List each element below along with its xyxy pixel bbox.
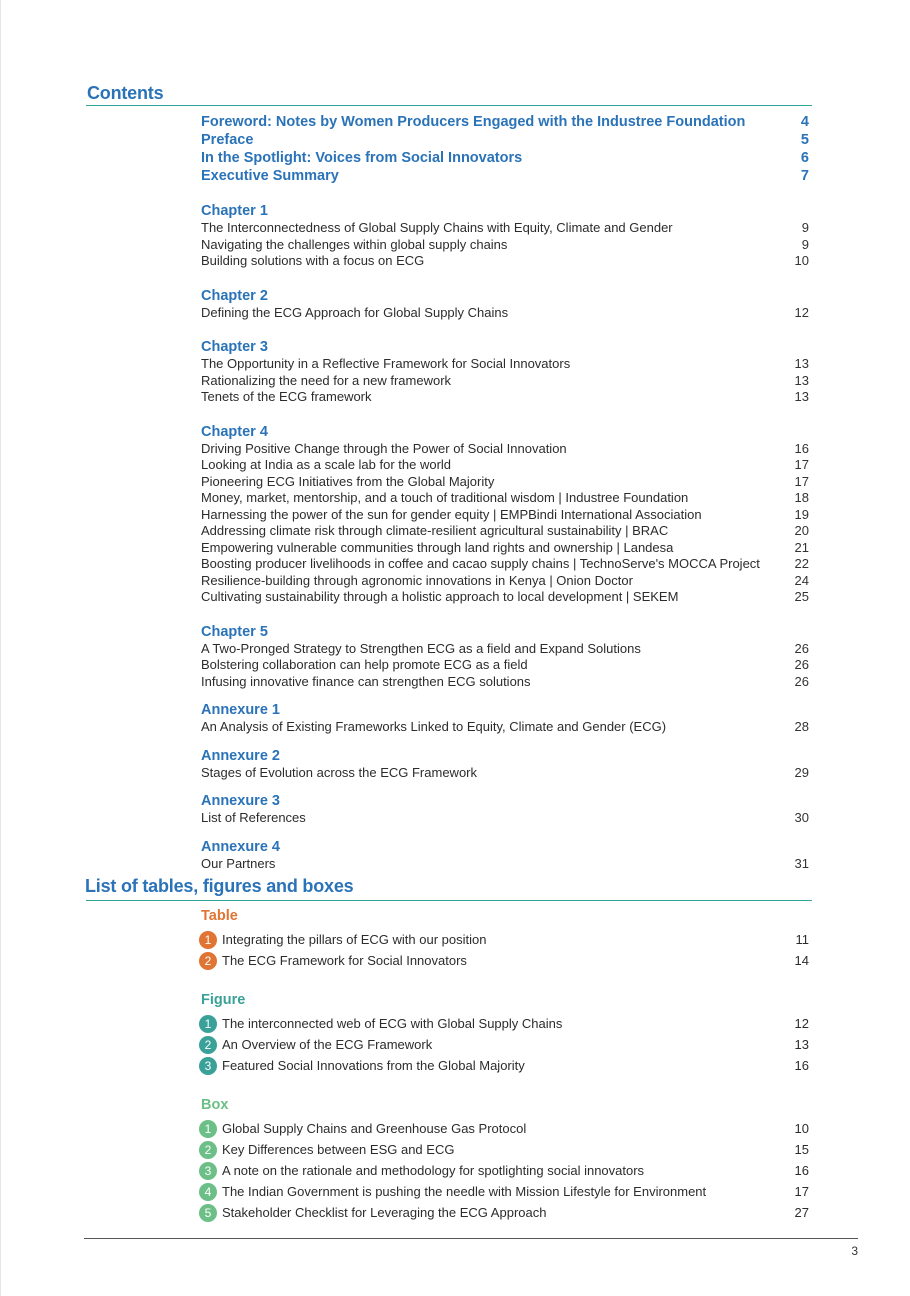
contents-title: Contents <box>87 83 164 103</box>
number-badge: 2 <box>199 1036 217 1054</box>
toc-entry-title: The Interconnectedness of Global Supply Chains with Equity, Climate and Gender <box>201 220 673 235</box>
toc-entry-page: 18 <box>794 490 809 505</box>
toc-entry[interactable] <box>201 490 809 507</box>
toc-entry[interactable] <box>201 131 809 149</box>
list-item-page: 27 <box>794 1205 809 1220</box>
toc-entry[interactable] <box>201 149 809 167</box>
toc-entry-page: 13 <box>794 356 809 371</box>
toc-entry-page: 26 <box>794 640 809 656</box>
chapter-heading[interactable]: Chapter 5 <box>201 623 268 640</box>
chapter-heading[interactable]: Chapter 4 <box>201 423 268 440</box>
toc-entry[interactable] <box>201 719 809 736</box>
list-item-title: Global Supply Chains and Greenhouse Gas Protocol <box>222 1121 527 1136</box>
list-category-heading: Box <box>201 1097 229 1113</box>
annexure-group <box>201 701 809 736</box>
list-item-page: 12 <box>794 1016 809 1031</box>
list-item[interactable] <box>199 1118 809 1139</box>
toc-entry-page: 19 <box>794 506 809 522</box>
list-item-title: Integrating the pillars of ECG with our position <box>222 932 487 947</box>
toc-entry-page: 16 <box>794 440 809 456</box>
list-item-title: A note on the rationale and methodology for spotlighting social innovators <box>222 1163 645 1178</box>
tables-figures-boxes-list <box>199 907 809 1223</box>
list-item[interactable] <box>199 929 809 950</box>
toc-entry-title: Addressing climate risk through climate-resilient agricultural sustainability | BRAC <box>201 523 669 538</box>
annexure-heading[interactable]: Annexure 1 <box>201 702 280 718</box>
page-number: 3 <box>851 1244 858 1258</box>
list-item-title: An Overview of the ECG Framework <box>222 1037 433 1052</box>
list-item-page: 14 <box>794 953 809 968</box>
toc-entry[interactable] <box>201 540 809 557</box>
list-title: List of tables, figures and boxes <box>85 876 354 896</box>
list-item[interactable] <box>199 1160 809 1181</box>
toc-entry-page: 26 <box>794 673 809 689</box>
toc-entry-page: 17 <box>794 473 809 489</box>
toc-entry-title: Resilience-building through agronomic innovations in Kenya | Onion Doctor <box>201 572 633 588</box>
contents-front-matter <box>201 113 809 185</box>
toc-entry-title: An Analysis of Existing Frameworks Linked to Equity, Climate and Gender (ECG) <box>201 719 667 734</box>
toc-entry-title: Tenets of the ECG framework <box>201 389 372 404</box>
toc-entry-page: 21 <box>794 539 809 555</box>
toc-entry-title: The Opportunity in a Reflective Framework for Social Innovators <box>201 356 571 371</box>
list-category <box>199 1096 809 1223</box>
toc-entry-page: 13 <box>794 389 809 404</box>
toc-entry-title: Bolstering collaboration can help promote ECG as a field <box>201 657 528 672</box>
chapter-group <box>201 338 809 406</box>
toc-entry[interactable] <box>201 389 809 406</box>
toc-entry[interactable] <box>201 674 809 691</box>
list-item-title: The Indian Government is pushing the needle with Mission Lifestyle for Environment <box>222 1184 707 1199</box>
number-badge: 3 <box>199 1162 217 1180</box>
toc-entry-page: 6 <box>800 150 809 166</box>
toc-entry-page: 31 <box>794 855 809 871</box>
toc-entry-page: 5 <box>800 132 809 148</box>
list-item-page: 11 <box>795 932 809 947</box>
toc-entry-title: Stages of Evolution across the ECG Framework <box>201 764 478 780</box>
annexure-group <box>201 792 809 827</box>
list-item[interactable] <box>199 1034 809 1055</box>
number-badge: 3 <box>199 1057 217 1075</box>
list-item-title: Stakeholder Checklist for Leveraging the ECG Approach <box>222 1205 547 1220</box>
toc-entry[interactable] <box>201 523 809 540</box>
toc-entry-title: Cultivating sustainability through a holistic approach to local development | SEKEM <box>201 589 679 604</box>
list-item-page: 15 <box>794 1142 809 1157</box>
toc-entry-page: 4 <box>800 114 809 130</box>
toc-entry[interactable] <box>201 856 809 873</box>
list-rule <box>86 900 812 901</box>
list-item[interactable] <box>199 950 809 971</box>
number-badge: 4 <box>199 1183 217 1201</box>
list-item-page: 17 <box>794 1184 809 1199</box>
toc-entry-page: 22 <box>794 556 809 571</box>
toc-entry-title: Boosting producer livelihoods in coffee and cacao supply chains | TechnoServe's MOCCA Project <box>201 556 760 571</box>
chapter-group <box>201 287 809 322</box>
toc-entry[interactable] <box>201 373 809 390</box>
toc-entry[interactable] <box>201 356 809 373</box>
toc-entry-page: 13 <box>794 372 809 388</box>
chapter-heading[interactable]: Chapter 1 <box>201 203 268 219</box>
chapter-group <box>201 423 809 606</box>
toc-entry-page: 9 <box>801 220 809 235</box>
toc-entry-page: 12 <box>794 304 809 320</box>
list-item-page: 16 <box>794 1058 809 1073</box>
toc-entry[interactable] <box>201 589 809 606</box>
toc-entry-page: 10 <box>794 253 809 268</box>
toc-entry-page: 9 <box>801 236 809 252</box>
toc-entry-page: 20 <box>794 523 809 538</box>
toc-entry-title: Pioneering ECG Initiatives from the Global Majority <box>201 473 495 489</box>
number-badge: 2 <box>199 952 217 970</box>
chapter-heading[interactable]: Chapter 3 <box>201 339 268 355</box>
toc-entry[interactable] <box>201 810 809 827</box>
toc-entry-page: 30 <box>794 810 809 825</box>
number-badge: 2 <box>199 1141 217 1159</box>
list-category-heading: Figure <box>201 992 246 1008</box>
toc-entry-title: Looking at India as a scale lab for the world <box>201 457 452 472</box>
list-item[interactable] <box>199 1013 809 1034</box>
list-item-title: Featured Social Innovations from the Global Majority <box>222 1058 525 1073</box>
list-category <box>199 991 809 1076</box>
toc-entry-title: A Two-Pronged Strategy to Strengthen ECG as a field and Expand Solutions <box>201 640 641 656</box>
contents-list <box>201 113 809 872</box>
contents-rule <box>86 105 812 106</box>
annexure-group <box>201 838 809 873</box>
toc-entry[interactable] <box>201 220 809 237</box>
list-item-page: 16 <box>794 1163 809 1178</box>
annexure-group <box>201 747 809 782</box>
toc-entry[interactable] <box>201 441 809 458</box>
toc-entry-title: Empowering vulnerable communities through land rights and ownership | Landesa <box>201 539 674 555</box>
toc-entry-page: 7 <box>800 168 809 184</box>
toc-entry-page: 24 <box>794 572 809 588</box>
toc-entry-page: 28 <box>794 719 809 734</box>
toc-entry-title: Our Partners <box>201 855 276 871</box>
toc-entry-title: List of References <box>201 810 306 825</box>
list-item[interactable] <box>199 1202 809 1223</box>
annexure-heading[interactable]: Annexure 3 <box>201 793 280 809</box>
toc-entry-title: Building solutions with a focus on ECG <box>201 253 425 268</box>
toc-entry[interactable] <box>201 474 809 491</box>
list-item[interactable] <box>199 1139 809 1160</box>
toc-entry-title: Navigating the challenges within global supply chains <box>201 236 508 252</box>
chapter-heading[interactable]: Chapter 2 <box>201 287 268 304</box>
footer-rule <box>84 1238 858 1239</box>
toc-entry-title: Infusing innovative finance can strengthen ECG solutions <box>201 673 531 689</box>
toc-entry-title: In the Spotlight: Voices from Social Innovators <box>201 150 523 166</box>
page-edge <box>0 0 1 1296</box>
toc-entry[interactable] <box>201 113 809 131</box>
toc-entry-title: Harnessing the power of the sun for gender equity | EMPBindi International Association <box>201 506 702 522</box>
list-category-heading: Table <box>201 908 238 924</box>
list-category <box>199 907 809 971</box>
toc-entry[interactable] <box>201 641 809 658</box>
toc-entry[interactable] <box>201 457 809 474</box>
number-badge: 1 <box>199 1120 217 1138</box>
toc-entry-title: Preface <box>201 132 254 148</box>
toc-entry[interactable] <box>201 305 809 322</box>
annexure-heading[interactable]: Annexure 2 <box>201 747 280 764</box>
toc-entry[interactable] <box>201 167 809 185</box>
toc-entry-title: Defining the ECG Approach for Global Supply Chains <box>201 304 509 320</box>
toc-entry-page: 26 <box>794 657 809 672</box>
list-item-title: The ECG Framework for Social Innovators <box>222 953 467 968</box>
toc-entry-page: 29 <box>794 764 809 780</box>
toc-entry-title: Rationalizing the need for a new framework <box>201 372 452 388</box>
toc-entry[interactable] <box>201 657 809 674</box>
list-item-page: 10 <box>794 1121 809 1136</box>
list-item-title: The interconnected web of ECG with Global Supply Chains <box>222 1016 563 1031</box>
toc-entry[interactable] <box>201 556 809 573</box>
toc-entry-title: Executive Summary <box>201 168 339 184</box>
annexure-heading[interactable]: Annexure 4 <box>201 838 280 855</box>
list-item-page: 13 <box>794 1037 809 1052</box>
list-item[interactable] <box>199 1181 809 1202</box>
toc-entry-title: Foreword: Notes by Women Producers Engaged with the Industree Foundation <box>201 114 746 130</box>
toc-entry-title: Driving Positive Change through the Power of Social Innovation <box>201 440 567 456</box>
toc-entry-page: 17 <box>794 457 809 472</box>
chapter-group <box>201 623 809 691</box>
list-item[interactable] <box>199 1055 809 1076</box>
number-badge: 1 <box>199 931 217 949</box>
toc-entry[interactable] <box>201 765 809 782</box>
toc-entry-title: Money, market, mentorship, and a touch of traditional wisdom | Industree Foundation <box>201 490 689 505</box>
toc-entry[interactable] <box>201 237 809 254</box>
chapter-group <box>201 202 809 270</box>
toc-entry[interactable] <box>201 507 809 524</box>
toc-entry[interactable] <box>201 253 809 270</box>
list-item-title: Key Differences between ESG and ECG <box>222 1142 455 1157</box>
toc-entry-page: 25 <box>794 589 809 604</box>
number-badge: 5 <box>199 1204 217 1222</box>
number-badge: 1 <box>199 1015 217 1033</box>
toc-entry[interactable] <box>201 573 809 590</box>
